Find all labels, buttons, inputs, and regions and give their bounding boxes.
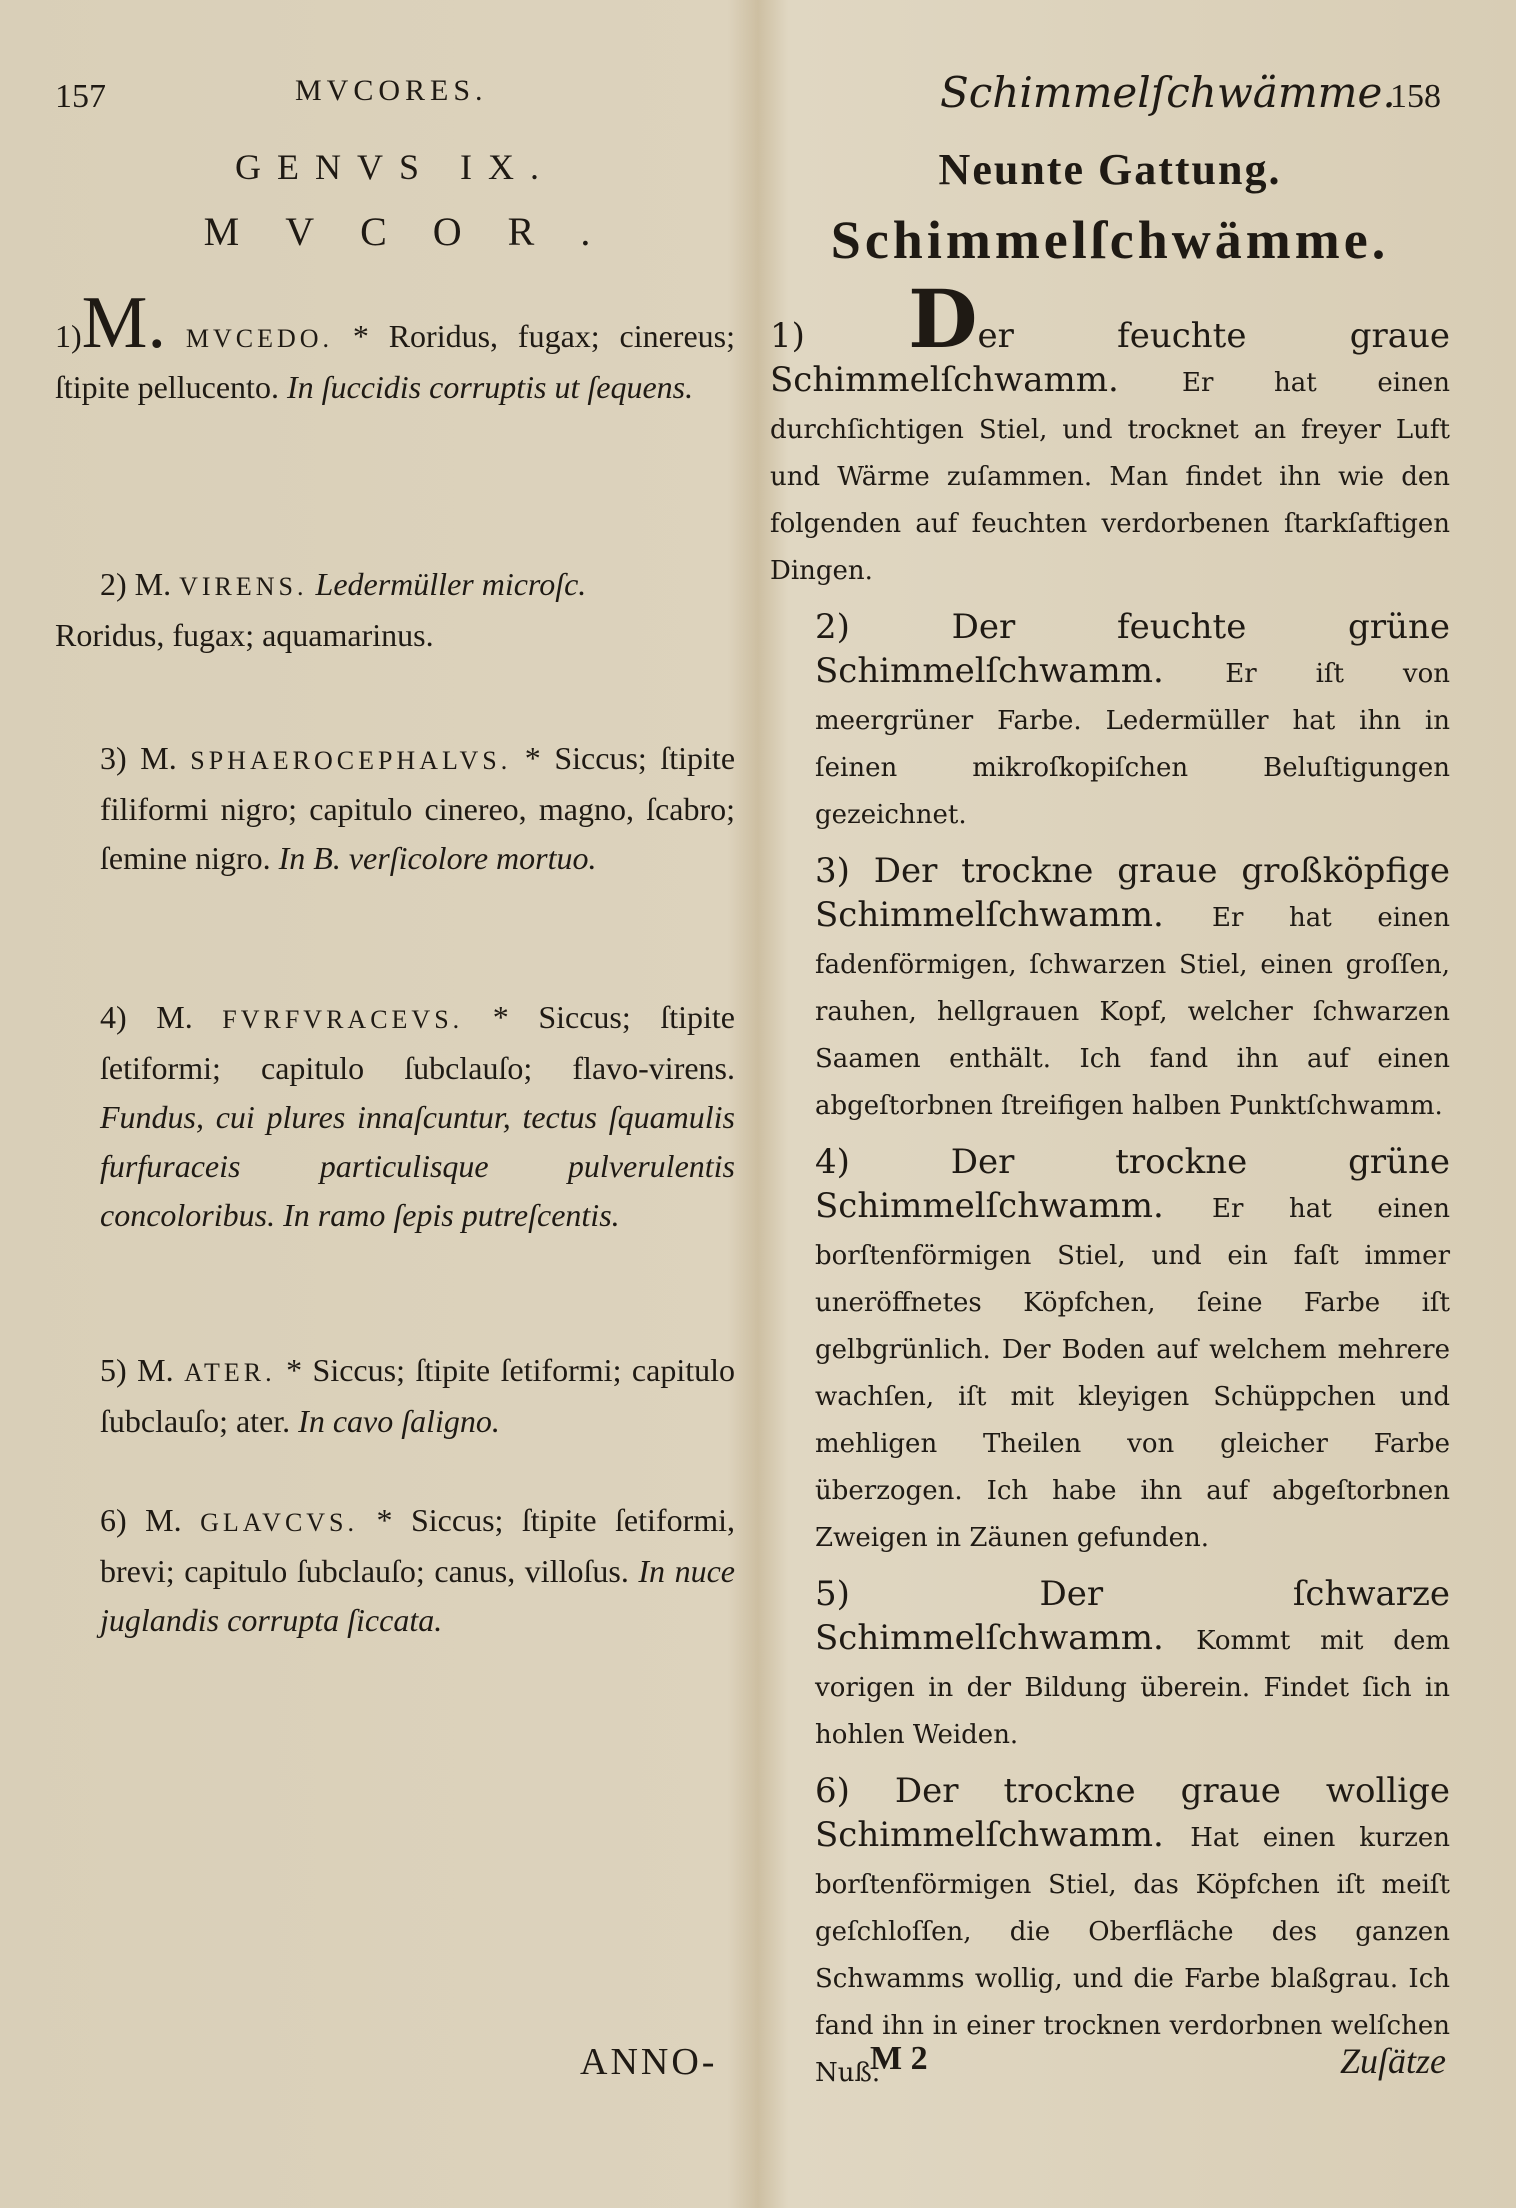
entry-reference: Ledermüller microſc. <box>315 566 587 602</box>
species-name: ATER. <box>184 1358 276 1387</box>
signature-mark: M 2 <box>870 2040 928 2077</box>
german-entry-4 <box>770 1140 1450 1560</box>
entry-text: * Roridus, fugax; cinereus; ſtipite pellucento. <box>55 318 736 405</box>
latin-entry-5 <box>55 1346 735 1446</box>
right-running-head <box>770 60 1450 130</box>
entry-text: Er hat einen durchſichtigen Stiel, und trocknet an freyer Luft und Wärme zuſammen. Man findet ihn wie den folgenden auf feuchten verdorbenen ſtarkſaftigen Dingen. <box>770 368 1450 586</box>
species-name: FVRFVRACEVS. <box>222 1005 464 1034</box>
entry-heading: Der trockne grüne Schimmelſchwamm. <box>815 1142 1450 1226</box>
entry-habitat: In cavo ſaligno. <box>298 1403 500 1439</box>
genus-name: MVCOR. <box>203 209 637 254</box>
entry-text: Hat einen kurzen borſtenförmigen Stiel, das Köpfchen iſt meiſt geſchloſſen, die Oberfläche des ganzen Schwamms wollig, und die Farbe blaßgrau. Ich fand ihn in einer trocknen verdorbnen welſchen Nuß. <box>815 1823 1450 2088</box>
entry-abbr: M. <box>137 1352 174 1388</box>
entry-text: * Siccus; ſtipite ſetiformi, brevi; capitulo ſubclauſo; canus, villoſus. <box>100 1502 736 1589</box>
species-name: SPHAEROCEPHALVS. <box>190 746 512 775</box>
genus-label: GENVS IX. <box>235 147 555 187</box>
entry-habitat: Fundus, cui plures innaſcuntur, tectus ſquamulis furfuraceis particulisque pulverulentis concoloribus. In ramo ſepis putreſcentis. <box>100 1099 735 1233</box>
entry-heading: Der trockne graue wollige Schimmelſchwamm. <box>815 1771 1450 1855</box>
entry-abbr: M. <box>156 999 193 1035</box>
german-entry-5 <box>770 1572 1450 1757</box>
species-name: GLAVCVS. <box>200 1508 359 1537</box>
entry-abbr: M. <box>81 282 166 364</box>
entry-heading: Der feuchte grüne Schimmelſchwamm. <box>815 607 1450 691</box>
latin-entry-2 <box>55 560 735 611</box>
left-running-title: MVCORES. <box>295 74 488 107</box>
left-running-head <box>55 60 735 130</box>
entry-number: 3) <box>100 740 127 776</box>
species-name: MVCEDO. <box>185 324 333 353</box>
latin-entry-1 <box>55 282 736 412</box>
right-catchword: Zuſätze <box>1340 2041 1447 2081</box>
entry-number: 5) <box>815 1574 850 1614</box>
left-catchword: ANNO- <box>580 2041 718 2083</box>
entry-habitat: In ſuccidis corruptis ut ſequens. <box>286 369 694 405</box>
latin-entry-4 <box>55 993 735 1240</box>
entry-number: 1) <box>770 316 805 356</box>
entry-text: Kommt mit dem vorigen in der Bildung überein. Findet ſich in hohlen Weiden. <box>815 1626 1450 1750</box>
entry-text: * Siccus; ſtipite ſetiformi; capitulo ſubclauſo; ater. <box>100 1352 736 1439</box>
entry-number: 6) <box>815 1771 850 1811</box>
drop-cap: D <box>908 272 978 366</box>
german-genus-heading: Neunte Gattung. <box>938 145 1282 194</box>
entry-number: 1) <box>55 318 82 354</box>
german-entry-3 <box>770 849 1450 1128</box>
german-entry-1 <box>770 272 1451 593</box>
entry-text: Er hat einen borſtenförmigen Stiel, und ein faſt immer uneröffnetes Köpfchen, ſeine Farbe iſt gelbgrünlich. Der Boden auf welchem mehrere wachſen, iſt mit kleyigen Schüppchen und mehligen Theilen von gleicher Farbe überzogen. Ich habe ihn auf abgeſtorbnen Zweigen in Zäunen gefunden. <box>815 1194 1450 1553</box>
entry-abbr: M. <box>134 566 172 602</box>
right-running-title: Schimmelſchwämme. <box>940 68 1396 117</box>
entry-habitat: In nuce juglandis corrupta ſiccata. <box>100 1553 735 1638</box>
left-page-number: 157 <box>55 78 106 115</box>
latin-entry-6 <box>55 1496 735 1645</box>
entry-number: 4) <box>815 1142 850 1182</box>
entry-number: 2) <box>815 607 850 647</box>
entry-habitat: In B. verſicolore mortuo. <box>278 840 597 876</box>
entry-abbr: M. <box>145 1502 182 1538</box>
entry-heading: Der ſchwarze Schimmelſchwamm. <box>815 1574 1450 1658</box>
left-page <box>55 60 735 1645</box>
entry-number: 4) <box>100 999 127 1035</box>
entry-heading: Der trockne graue großköpfige Schimmelſchwamm. <box>815 851 1450 935</box>
latin-entry-2-cont <box>55 611 735 660</box>
german-entry-2 <box>770 605 1450 837</box>
entry-number: 3) <box>815 851 850 891</box>
right-page-number: 158 <box>1390 78 1441 115</box>
entry-text: * Siccus; ſtipite ſetiformi; capitulo ſubclauſo; flavo-virens. <box>100 999 735 1086</box>
entry-abbr: M. <box>140 740 177 776</box>
entry-text: Roridus, fugax; aquamarinus. <box>55 617 434 653</box>
entry-number: 6) <box>100 1502 127 1538</box>
entry-number: 5) <box>100 1352 127 1388</box>
latin-entry-3 <box>55 734 735 883</box>
german-genus-title: Schimmelſchwämme. <box>830 210 1390 270</box>
entry-heading: er feuchte graue Schimmelſchwamm. <box>770 316 1451 400</box>
entry-text: Er hat einen fadenförmigen, ſchwarzen Stiel, einen groſſen, rauhen, hellgrauen Kopf, welcher ſchwarzen Saamen enthält. Ich fand ihn auf einen abgeſtorbnen ſtreifigen halben Punktſchwamm. <box>815 903 1450 1121</box>
entry-text: Er iſt von meergrüner Farbe. Ledermüller hat ihn in ſeinen mikroſkopiſchen Beluſtigungen gezeichnet. <box>815 659 1450 830</box>
entry-text: * Siccus; ſtipite filiformi nigro; capitulo cinereo, magno, ſcabro; ſemine nigro. <box>100 740 736 876</box>
species-name: VIRENS. <box>179 572 308 601</box>
entry-number: 2) <box>100 566 127 602</box>
right-page <box>770 60 1450 2095</box>
